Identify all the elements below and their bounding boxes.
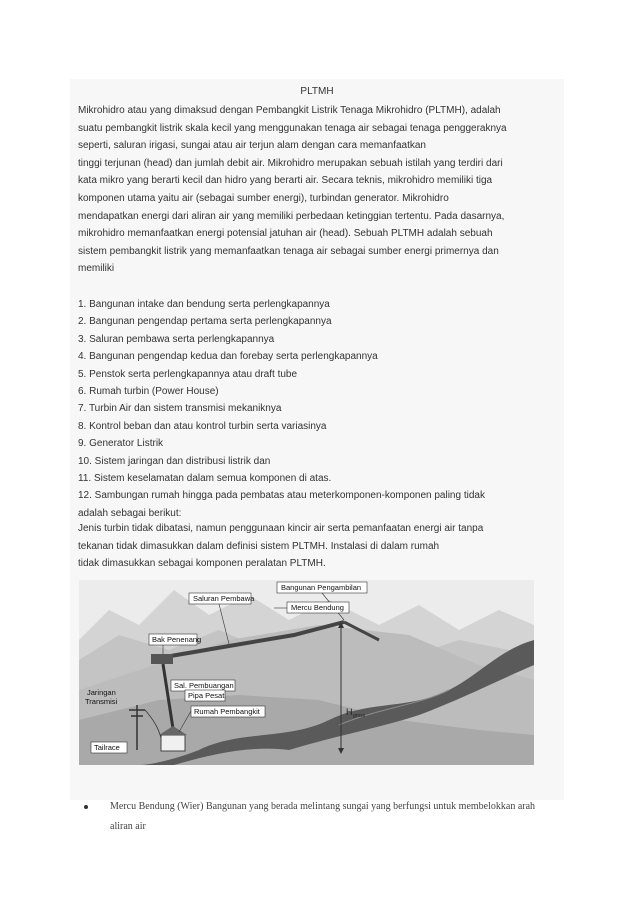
component-list: [78, 296, 562, 522]
label-rumah-pembangkit: Rumah Pembangkit: [194, 707, 260, 716]
list-item: 4. Bangunan pengendap kedua dan forebay serta perlengkapannya: [78, 351, 378, 363]
list-item: 11. Sistem keselamatan dalam semua komponen di atas.: [78, 472, 332, 484]
list-item: 9. Generator Listrik: [78, 438, 164, 450]
label-bak-penenang: Bak Penenang: [152, 635, 202, 644]
bullet-line: Mercu Bendung (Wier) Bangunan yang berada melintang sungai yang berfungsi untuk membelokkan arah: [110, 801, 536, 812]
list-item: 3. Saluran pembawa serta perlengkapannya: [78, 333, 275, 345]
intro-line: suatu pembangkit listrik skala kecil yang menggunakan tenaga air sebagai tenaga penggeraknya: [78, 122, 507, 134]
label-transmisi: Transmisi: [85, 697, 118, 706]
intro-line: mikrohidro memanfaatkan energi potensial jatuhan air (head). Sebuah PLTMH adalah sebuah: [78, 228, 493, 240]
list-item: adalah sebagai berikut:: [78, 507, 182, 519]
label-pipa-pesat: Pipa Pesat: [188, 691, 225, 700]
note-line: tidak dimasukkan sebagai komponen peralatan PLTMH.: [78, 558, 326, 570]
intro-line: seperti, saluran irigasi, sungai atau air terjun alam dengan cara memanfaatkan: [78, 140, 426, 152]
list-item: 5. Penstok serta perlengkapannya atau draft tube: [78, 368, 298, 380]
note-line: Jenis turbin tidak dibatasi, namun penggunaan kincir air serta pemanfaatan energi air tanpa: [78, 523, 484, 534]
head-subscript: gross: [353, 713, 366, 719]
label-bangunan-pengambilan: Bangunan Pengambilan: [281, 583, 362, 592]
intro-line: sistem pembangkit listrik yang memanfaatkan tenaga air sebagai sumber energi primernya dan: [78, 245, 499, 257]
intro-line: mendapatkan energi dari aliran air yang memiliki perbedaan ketinggian tertentu. Pada dasarnya,: [78, 210, 505, 222]
turbine-note-paragraph: [78, 520, 562, 573]
head-label: H: [346, 707, 353, 717]
list-item: 10. Sistem jaringan dan distribusi listrik dan: [78, 455, 271, 467]
label-saluran-pembuangan: Sal. Pembuangan: [174, 681, 234, 690]
intro-line: tinggi terjunan (head) dan jumlah debit air. Mikrohidro merupakan sebuah istilah yang terdiri dari: [78, 157, 503, 169]
pltmh-diagram-illustration: [79, 580, 534, 765]
label-jaringan: Jaringan: [87, 688, 116, 697]
list-item: 2. Bangunan pengendap pertama serta perlengkapannya: [78, 316, 332, 328]
intro-line: Mikrohidro atau yang dimaksud dengan Pembangkit Listrik Tenaga Mikrohidro (PLTMH), adalah: [78, 105, 501, 116]
intro-line: komponen utama yaitu air (sebagai sumber energi), turbindan generator. Mikrohidro: [78, 192, 449, 204]
forebay-tank: [151, 654, 173, 664]
note-line: tekanan tidak dimasukkan dalam definisi sistem PLTMH. Instalasi di dalam rumah: [78, 540, 440, 552]
list-item: 1. Bangunan intake dan bendung serta perlengkapannya: [78, 299, 330, 310]
list-item: 6. Rumah turbin (Power House): [78, 385, 219, 397]
intro-line: kata mikro yang berarti kecil dan hidro yang berarti air. Secara teknis, mikrohidro memiliki tiga: [78, 175, 493, 187]
intro-paragraph: [78, 102, 562, 278]
document-title: PLTMH: [300, 86, 334, 97]
pltmh-diagram: [79, 580, 534, 765]
label-saluran-pembawa: Saluran Pembawa: [193, 594, 255, 603]
list-item: 7. Turbin Air dan sistem transmisi mekaniknya: [78, 403, 282, 415]
label-mercu-bendung: Mercu Bendung: [291, 603, 344, 612]
bullet-line: aliran air: [110, 821, 146, 832]
bullet-marker: [84, 805, 88, 809]
list-item: 8. Kontrol beban dan atau kontrol turbin serta variasinya: [78, 420, 327, 432]
list-item: 12. Sambungan rumah hingga pada pembatas atau meterkomponen-komponen paling tidak: [78, 490, 485, 502]
powerhouse: [161, 735, 185, 751]
bullet-text: [110, 797, 562, 837]
intro-line: memiliki: [78, 263, 115, 275]
label-tailrace: Tailrace: [94, 743, 120, 752]
